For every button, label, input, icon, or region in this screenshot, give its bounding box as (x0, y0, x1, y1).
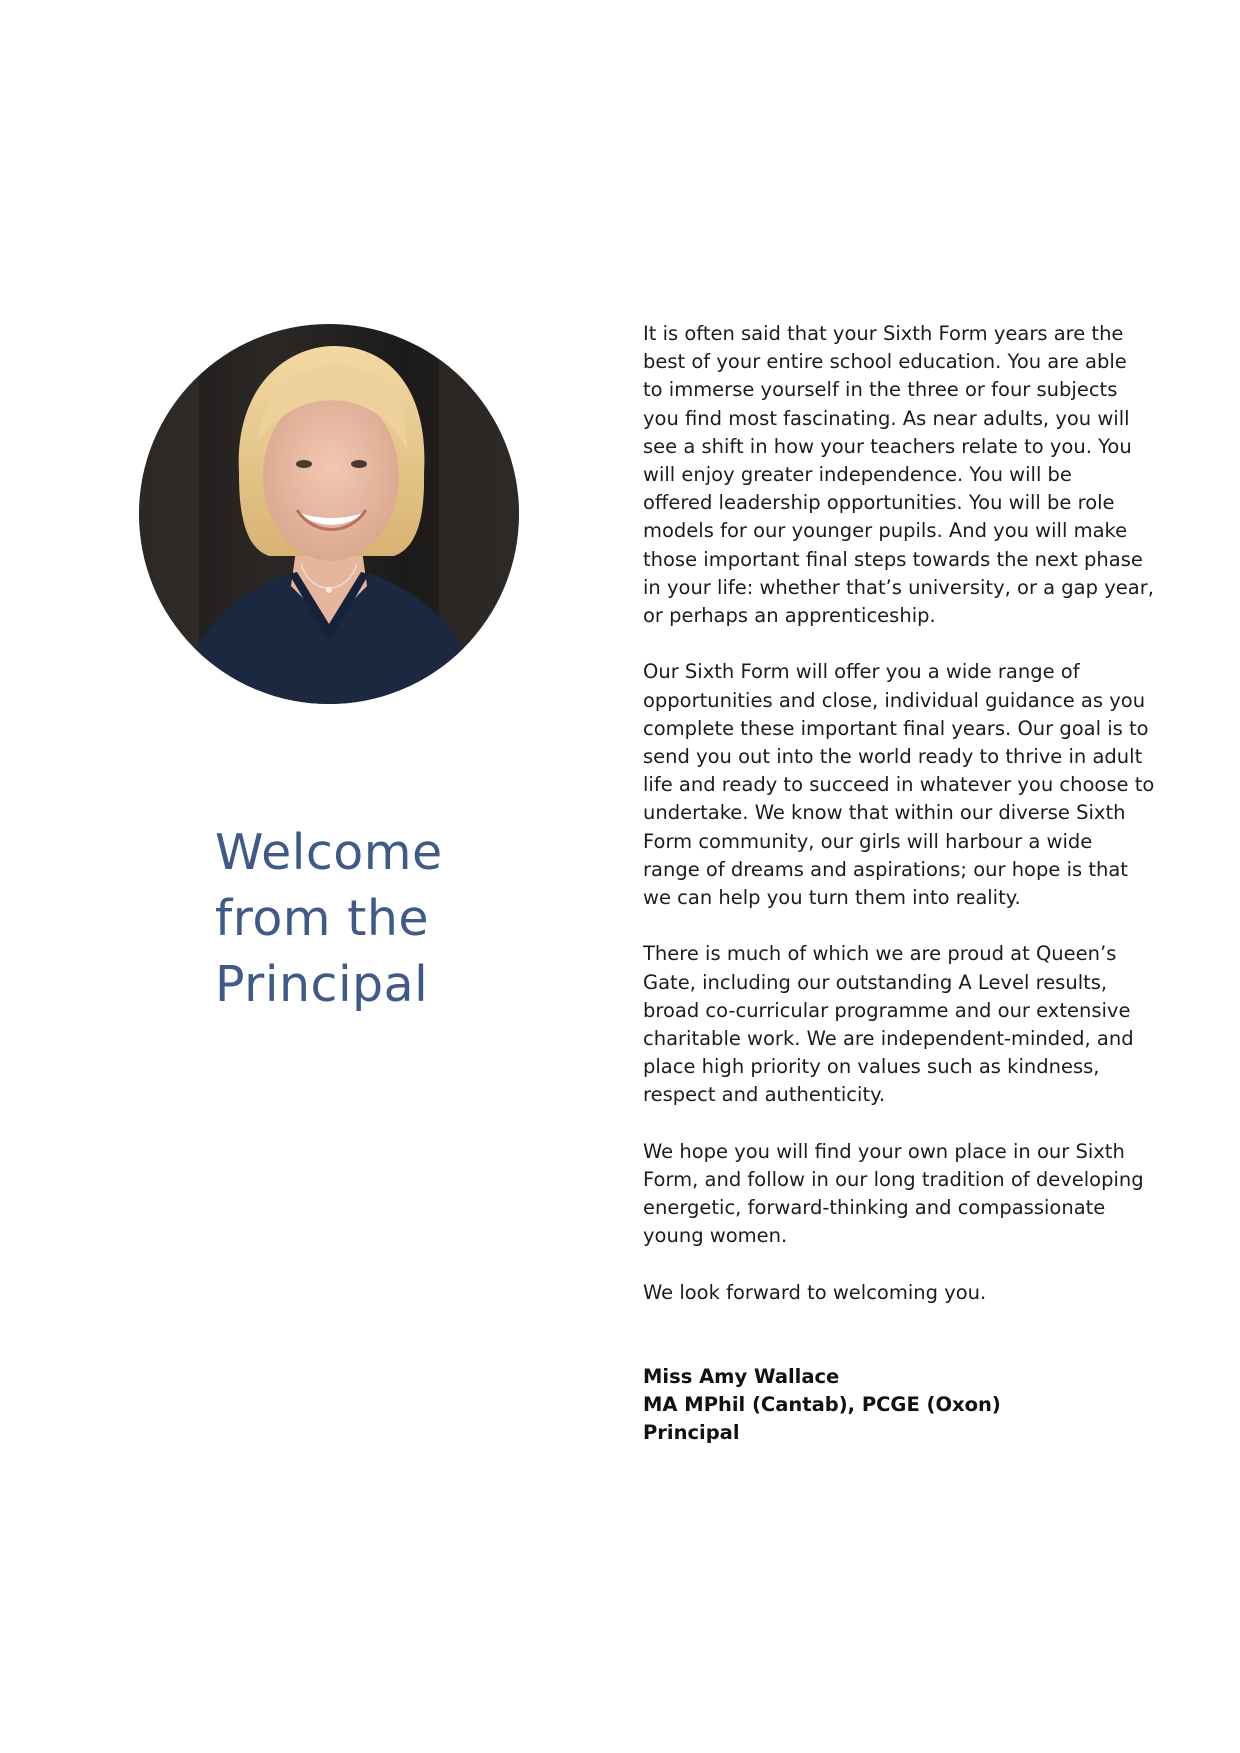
letter-paragraph (643, 940, 1183, 1109)
text-line: respect and authenticity. (643, 1083, 886, 1107)
text-line: models for our younger pupils. And you will make (643, 519, 1128, 543)
text-line: energetic, forward-thinking and compassionate (643, 1196, 1106, 1220)
text-line: send you out into the world ready to thrive in adult (643, 745, 1143, 769)
letter-paragraph (643, 320, 1183, 630)
title-line: from the (215, 890, 430, 947)
text-line: offered leadership opportunities. You will be role (643, 491, 1115, 515)
text-line: undertake. We know that within our diverse Sixth (643, 801, 1126, 825)
title-line: Principal (215, 956, 429, 1013)
text-line: range of dreams and aspirations; our hope is that (643, 857, 1128, 881)
text-line: Gate, including our outstanding A Level results, (643, 970, 1108, 994)
text-line: you find most fascinating. As near adults, you will (643, 406, 1130, 430)
text-line: There is much of which we are proud at Queen’s (643, 942, 1117, 966)
text-line: in your life: whether that’s university, or a gap year, (643, 575, 1154, 599)
text-line: to immerse yourself in the three or four subjects (643, 378, 1118, 402)
text-line: We look forward to welcoming you. (643, 1280, 987, 1304)
title-line: Welcome (215, 824, 443, 881)
text-line: Form, and follow in our long tradition of developing (643, 1168, 1144, 1192)
principal-portrait (139, 324, 519, 704)
letter-paragraph (643, 658, 1183, 912)
signatory-name: Miss Amy Wallace (643, 1365, 840, 1389)
text-line: see a shift in how your teachers relate to you. You (643, 434, 1132, 458)
text-line: life and ready to succeed in whatever you choose to (643, 773, 1155, 797)
principal-portrait-icon (139, 324, 519, 704)
text-line: or perhaps an apprenticeship. (643, 604, 936, 628)
signature-block (643, 1363, 1183, 1448)
text-line: opportunities and close, individual guidance as you (643, 688, 1146, 712)
signatory-qualifications: MA MPhil (Cantab), PCGE (Oxon) (643, 1393, 1001, 1417)
text-line: broad co-curricular programme and our extensive (643, 998, 1131, 1022)
text-line: Our Sixth Form will offer you a wide range of (643, 660, 1080, 684)
letter-paragraph (643, 1138, 1183, 1251)
text-line: We hope you will find your own place in our Sixth (643, 1139, 1125, 1163)
welcome-letter (643, 320, 1183, 1448)
text-line: Form community, our girls will harbour a wide (643, 829, 1093, 853)
text-line: charitable work. We are independent-minded, and (643, 1027, 1134, 1051)
text-line: young women. (643, 1224, 788, 1248)
text-line: complete these important final years. Our goal is to (643, 716, 1149, 740)
signatory-role: Principal (643, 1421, 740, 1445)
text-line: place high priority on values such as kindness, (643, 1055, 1100, 1079)
text-line: best of your entire school education. You are able (643, 350, 1127, 374)
text-line: will enjoy greater independence. You will be (643, 463, 1072, 487)
page-title (215, 820, 575, 1018)
text-line: those important final steps towards the next phase (643, 547, 1143, 571)
text-line: we can help you turn them into reality. (643, 886, 1021, 910)
letter-paragraph (643, 1279, 1183, 1307)
text-line: It is often said that your Sixth Form years are the (643, 322, 1124, 345)
